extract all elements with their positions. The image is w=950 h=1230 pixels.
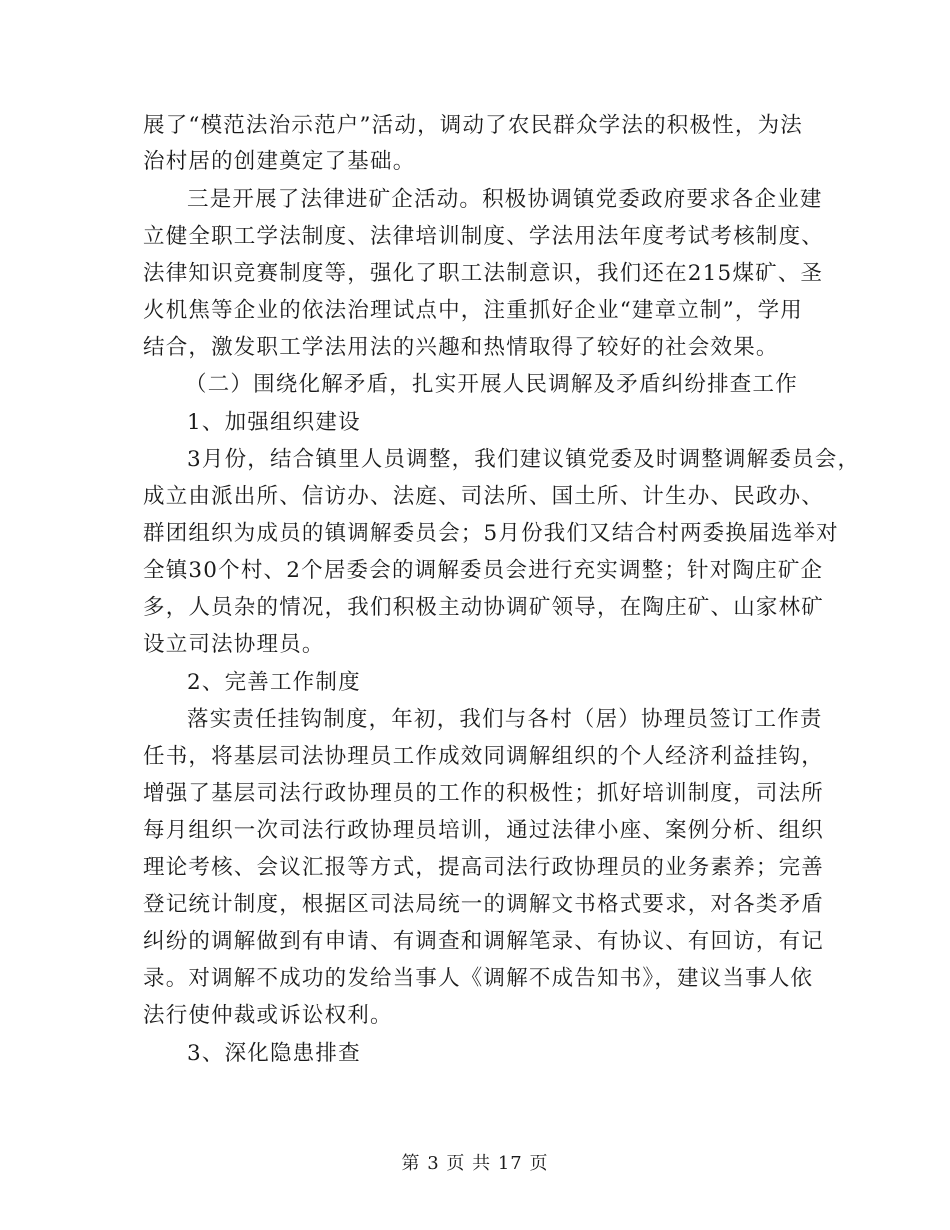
section-heading: （二）围绕化解矛盾，扎实开展人民调解及矛盾纠纷排查工作 [185, 372, 798, 397]
body-text-line: 全镇30个村、2个居委会的调解委员会进行充实调整；针对陶庄矿企 [143, 558, 824, 583]
subsection-heading: 3、深化隐患排查 [187, 1041, 361, 1066]
page-number-footer: 第 3 页 共 17 页 [401, 1153, 549, 1174]
body-text-line: 登记统计制度，根据区司法局统一的调解文书格式要求，对各类矛盾 [143, 892, 825, 917]
body-text-line: 理论考核、会议汇报等方式，提高司法行政协理员的业务素养；完善 [143, 855, 825, 880]
body-text-line: 火机焦等企业的依法治理试点中，注重抓好企业“建章立制”，学用 [143, 298, 803, 323]
subsection-heading: 2、完善工作制度 [187, 670, 361, 695]
paragraph-first-line: 落实责任挂钩制度，年初，我们与各村（居）协理员签订工作责 [187, 707, 823, 732]
subsection-heading: 1、加强组织建设 [187, 410, 361, 435]
body-text-line: 设立司法协理员。 [143, 632, 325, 657]
body-text-line: 任书，将基层司法协理员工作成效同调解组织的个人经济利益挂钩， [143, 744, 825, 769]
body-text-line: 立健全职工学法制度、法律培训制度、学法用法年度考试考核制度、 [143, 224, 825, 249]
paragraph-first-line: 3月份，结合镇里人员调整，我们建议镇党委及时调整调解委员会， [187, 447, 861, 472]
body-text-line: 法律知识竞赛制度等，强化了职工法制意识，我们还在215煤矿、圣 [143, 261, 824, 286]
body-text-line: 多，人员杂的情况，我们积极主动协调矿领导，在陶庄矿、山家林矿 [143, 595, 825, 620]
paragraph-first-line: 三是开展了法律进矿企活动。积极协调镇党委政府要求各企业建 [187, 187, 823, 212]
body-text-line: 治村居的创建奠定了基础。 [143, 149, 416, 174]
body-text-line: 纠纷的调解做到有申请、有调查和调解笔录、有协议、有回访，有记 [143, 929, 825, 954]
body-text-line: 群团组织为成员的镇调解委员会；5月份我们又结合村两委换届选举对 [143, 521, 839, 546]
body-text-line: 展了“模范法治示范户”活动，调动了农民群众学法的积极性，为法 [143, 113, 803, 138]
body-text-line: 增强了基层司法行政协理员的工作的积极性；抓好培训制度，司法所 [143, 781, 825, 806]
body-text-line: 成立由派出所、信访办、法庭、司法所、国土所、计生办、民政办、 [143, 484, 825, 509]
body-text-line: 每月组织一次司法行政协理员培训，通过法律小座、案例分析、组织 [143, 818, 825, 843]
body-text-line: 法行使仲裁或诉讼权利。 [143, 1003, 393, 1028]
body-text-line: 录。对调解不成功的发给当事人《调解不成告知书》，建议当事人依 [143, 966, 814, 991]
body-text-line: 结合，激发职工学法用法的兴趣和热情取得了较好的社会效果。 [143, 335, 779, 360]
